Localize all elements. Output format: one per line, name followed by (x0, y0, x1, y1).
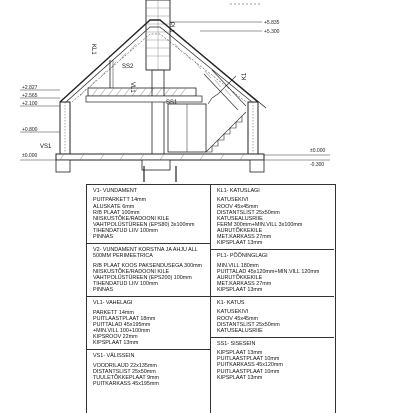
height-label-left-3: +2.100 (22, 101, 38, 107)
spec-line: DISTANTSLIST 25x50mm (217, 209, 280, 216)
height-label-left-1: +2.827 (22, 85, 38, 91)
spec-line: NIISKUSTÕKE/RADOONI KILE (93, 215, 170, 222)
chimney (146, 0, 170, 70)
spec-block-k1 (211, 297, 334, 338)
spec-line: VAHTPOLÜSTÜREEN (EPS200) 100mm (93, 275, 192, 282)
code-label-ss1: SS1 (166, 100, 178, 106)
spec-title: KL1- KATUSLAGI (217, 188, 260, 194)
spec-line: NIISKUSTÕKE/RADOONI KILE (93, 268, 170, 275)
spec-line: PINNAS (93, 233, 114, 240)
code-label-k1: K1 (242, 72, 248, 80)
spec-line: PARKETT 14mm (93, 309, 134, 316)
spec-line: KIPSROOV 22mm (93, 334, 138, 341)
spec-line: PUITKARKASS 45x195mm (93, 381, 159, 387)
spec-line: KATUSEALUSRIIE (217, 327, 263, 334)
spec-line: TIHENDATUD LIIV 100mm (93, 281, 158, 288)
height-label-left-5: ±0.000 (22, 153, 38, 159)
spec-line: KIPSPLAAT 13mm (217, 286, 263, 293)
spec-line: R/B PLAAT 100mm (93, 209, 140, 216)
spec-line: TUULETÕKKEPLAAT 9mm (93, 374, 160, 381)
spec-line: VOODRILAUD 22x135mm (93, 362, 157, 369)
spec-line: KIPSPLAAT 13mm (93, 340, 139, 347)
spec-line: R/B PLAAT KOOS PAKSENDUSEGA 300mm (93, 262, 203, 269)
code-label-kl1: KL1 (90, 44, 96, 55)
spec-block-vl1 (87, 297, 210, 350)
height-label-left-4: +0.800 (22, 127, 38, 133)
spec-line: DISTANTSLIST 25x50mm (93, 368, 156, 375)
height-label-bottom-right-1: ±0.000 (310, 148, 326, 154)
spec-line: ALUSKATE 6mm (93, 203, 135, 210)
spec-line: PUITPARKETT 14mm (93, 197, 147, 204)
spec-block-v1 (87, 185, 210, 244)
code-label-vs1: VS1 (40, 144, 52, 150)
section-drawing (0, 0, 400, 182)
spec-block-pl1 (211, 250, 334, 297)
spec-block-v2 (87, 244, 210, 297)
spec-line: TIHENDATUD LIIV 100mm (93, 227, 158, 234)
spec-title: V1- VUNDAMENT (93, 188, 138, 194)
staircase (204, 70, 246, 152)
spec-title: VS1- VÄLISSEIN (93, 353, 135, 360)
spec-title: K1- KATUS (217, 300, 245, 307)
spec-line: KIPSPLAAT 13mm (217, 374, 263, 381)
spec-line: PUITLAASTPLAAT 18mm (93, 315, 156, 322)
intermediate-floor (86, 96, 202, 102)
spec-block-kl1 (211, 185, 334, 250)
attic-floor (88, 88, 196, 96)
spec-line: +MIN.VILL 100+100mm (93, 328, 151, 335)
height-label-left-2: +2.565 (22, 93, 38, 99)
spec-column-left (87, 185, 211, 413)
construction-spec-table (86, 184, 336, 413)
spec-line: FERM 300mm+MIN.VILL 3x100mm (217, 221, 303, 228)
inner-walls (110, 60, 206, 154)
spec-line: MIN.VILL 180mm (217, 262, 259, 269)
spec-line: PUITLAASTPLAAT 10mm (217, 368, 280, 375)
exterior-walls (60, 102, 258, 154)
spec-title: V2- VUNDAMENT KORSTNA JA AHJU ALL 500MM PERIMEETRICA (93, 247, 198, 260)
spec-line: PUITLAASTPLAAT 10mm (217, 356, 280, 363)
spec-line: MET.KARKASS 27mm (217, 280, 272, 287)
spec-line: KATUSEALUSRIIE (217, 215, 263, 222)
foundation (56, 154, 264, 172)
section-drawing-svg (0, 0, 400, 182)
spec-line: KATUSEKIVI (217, 309, 249, 316)
height-label-right-2: +5.300 (264, 29, 280, 35)
spec-column-right (211, 185, 334, 384)
spec-line: AURUTÕKKEKILE (217, 274, 263, 281)
spec-line: KATUSEKIVI (217, 197, 249, 204)
spec-title: SS1- SISESEIN (217, 340, 256, 347)
spec-line: KIPSPLAAT 13mm (217, 350, 263, 357)
spec-block-vs1 (87, 350, 210, 390)
height-label-right-1: +5.835 (264, 20, 280, 26)
spec-line: KIPSPLAAT 13mm (217, 240, 263, 247)
spec-line: DISTANTSLIST 25x50mm (217, 321, 280, 328)
spec-line: PUITTALAD 45x195mm (93, 321, 151, 328)
spec-title: PL1- PÕÕNINGLAGI (217, 253, 268, 260)
code-label-pl1: PL1 (168, 22, 174, 33)
right-level-lines (160, 4, 262, 31)
spec-line: MET.KARKASS 27mm (217, 233, 272, 240)
code-label-vl1: VL1 (129, 82, 135, 93)
spec-line: VAHTPOLÜSTÜREEN (EPS80) 3x100mm (93, 221, 195, 228)
spec-line: PUITKARKASS 45x120mm (217, 362, 283, 369)
spec-block-ss1 (211, 338, 334, 384)
spec-line: AURUTÕKKEKILE (217, 227, 263, 234)
code-label-ss2: SS2 (122, 64, 134, 70)
spec-line: PUITTALAD 45x120mm+MIN.VILL 120mm (217, 268, 320, 275)
spec-line: ROOV 45x45mm (217, 315, 259, 322)
spec-title: VL1- VAHELAGI (93, 300, 133, 307)
spec-line: PINNAS (93, 287, 114, 294)
height-label-bottom-right-2: -0.300 (310, 162, 325, 168)
spec-line: ROOV 45x45mm (217, 203, 259, 210)
